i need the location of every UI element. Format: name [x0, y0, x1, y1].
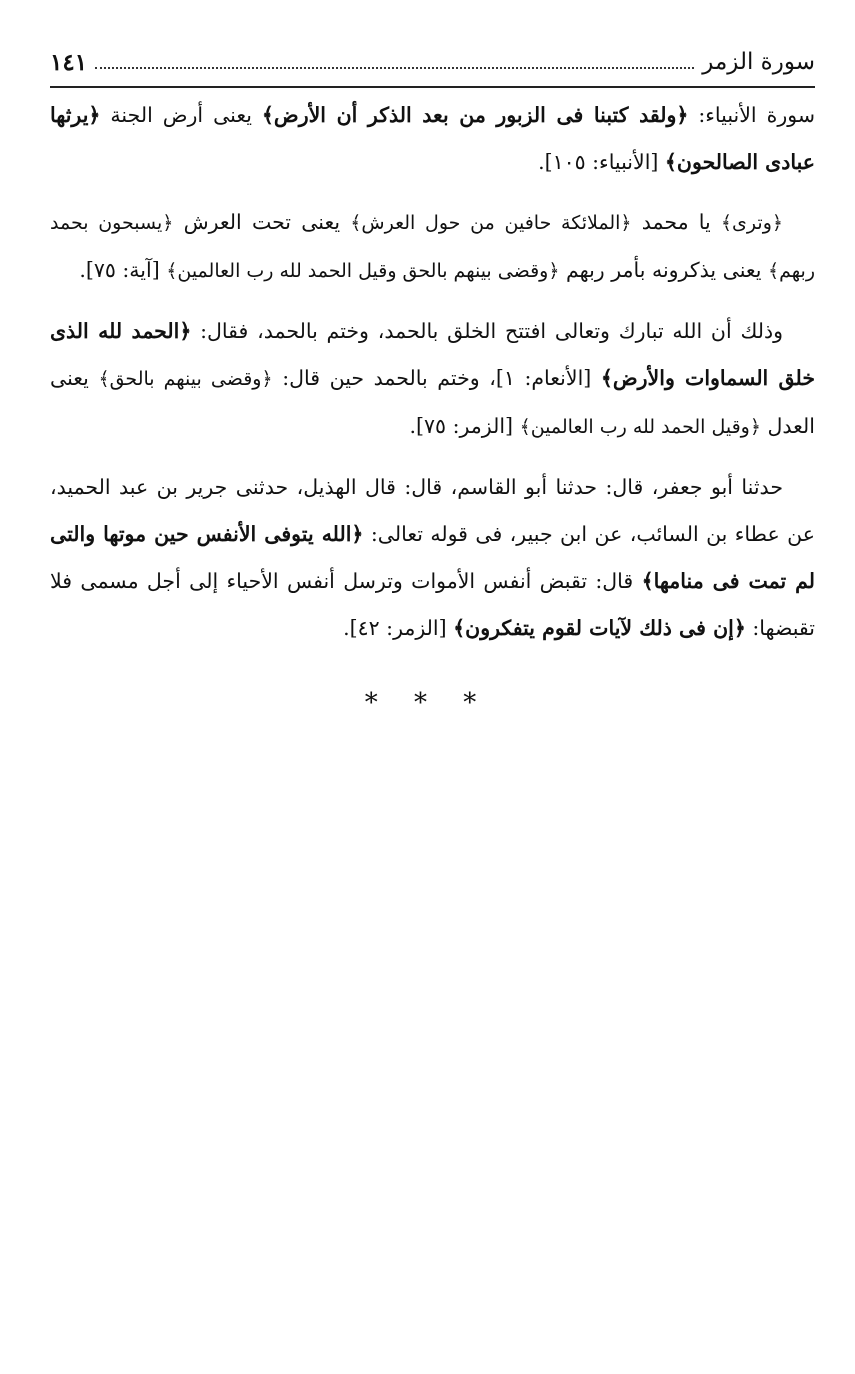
paragraph-text: يعنى يذكرونه بأمر ربهم [559, 258, 768, 282]
section-separator: * * * [364, 688, 491, 718]
running-title: سورة الزمر [702, 49, 815, 75]
verse-reference: [الزمر: ٧٥]. [409, 414, 520, 438]
quran-verse: ﴿الملائكة حافين من حول العرش﴾ [350, 212, 632, 234]
quran-verse: ﴿وقضى بينهم بالحق﴾ [98, 368, 273, 390]
quran-verse: ﴿ولقد كتبنا فى الزبور من بعد الذكر أن الأرض﴾ [261, 103, 689, 127]
paragraph-text: يعنى أرض الجنة [100, 103, 262, 127]
quran-verse: ﴿إن فى ذلك لآيات لقوم يتفكرون﴾ [453, 616, 746, 640]
verse-reference: [الأنبياء: ١٠٥]. [538, 150, 665, 174]
paragraph-text: [الأنعام: ١]، وختم بالحمد حين قال: [272, 366, 601, 390]
paragraph-text: يا محمد [631, 210, 721, 234]
page-number: ١٤١ [50, 48, 88, 76]
page-header [50, 38, 815, 88]
paragraph-3 [50, 308, 815, 451]
leader-dots [95, 67, 694, 69]
quran-verse: ﴿يرثها عبادى الصالحون﴾ [50, 103, 815, 174]
paragraph-text: حدثنا أبو جعفر، قال: حدثنا أبو القاسم، قال: قال الهذيل، حدثنى جرير بن عبد الحميد، عن عطاء بن السائب، عن ابن جبير، فى قوله تعالى: [50, 475, 815, 546]
quran-verse: ﴿وترى﴾ [720, 212, 784, 234]
paragraph-1 [50, 92, 815, 186]
verse-reference: [آية: ٧٥]. [79, 258, 167, 282]
quran-verse: ﴿وقضى بينهم بالحق وقيل الحمد لله رب العالمين﴾ [166, 260, 560, 282]
quran-verse: ﴿الله يتوفى الأنفس حين موتها والتى لم تمت فى منامها﴾ [50, 522, 816, 593]
paragraph-text: وذلك أن الله تبارك وتعالى افتتح الخلق بالحمد، وختم بالحمد، فقال: [191, 319, 783, 343]
verse-reference: [الزمر: ٤٢]. [343, 616, 454, 640]
quran-verse: ﴿الحمد لله الذى خلق السماوات والأرض﴾ [50, 319, 816, 390]
quran-verse: ﴿وقيل الحمد لله رب العالمين﴾ [519, 416, 761, 438]
paragraph-2 [50, 199, 815, 295]
quran-verse: ﴿يسبحون بحمد ربهم﴾ [50, 212, 815, 282]
paragraph-4 [50, 464, 815, 652]
page-body [50, 92, 815, 665]
paragraph-text: يعنى تحت العرش [173, 210, 351, 234]
paragraph-text: قال: تقبض أنفس الأموات وترسل أنفس الأحياء إلى أجل مسمى فلا تقبضها: [50, 569, 815, 640]
paragraph-text: يعنى العدل [50, 366, 815, 438]
paragraph-text: سورة الأنبياء: [688, 103, 815, 127]
